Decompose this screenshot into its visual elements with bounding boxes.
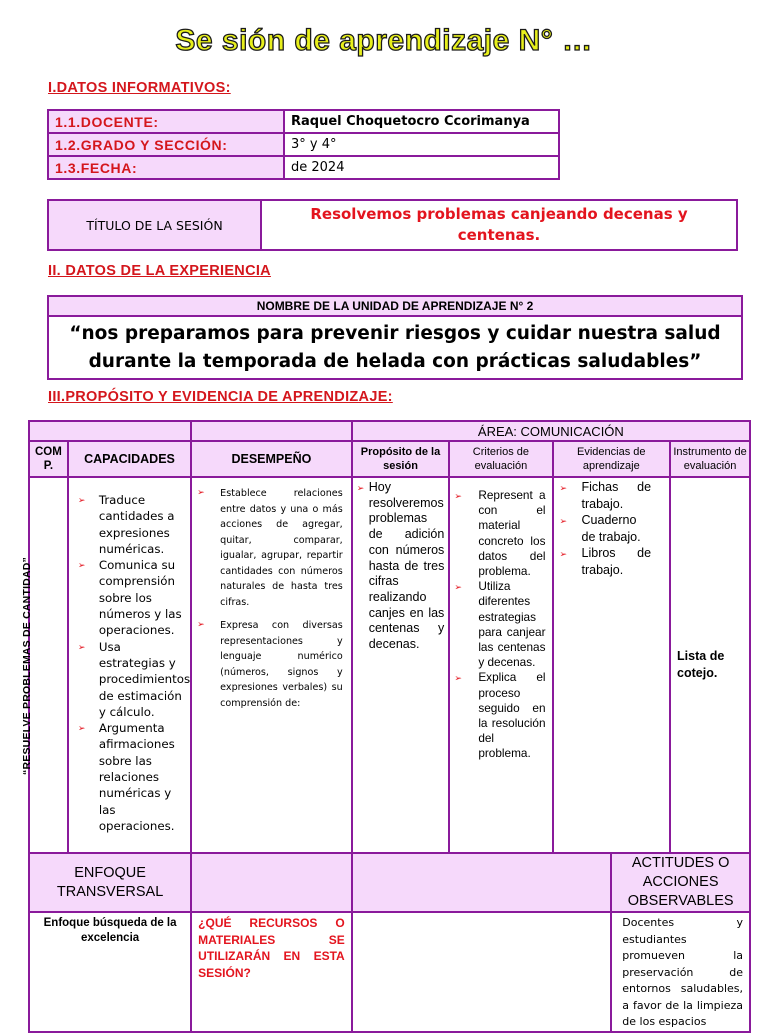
list-item: ➢ Argumenta afirmaciones sobre las relaciones numéricas y las operaciones. xyxy=(77,721,175,833)
fecha-value: de 2024 xyxy=(284,156,559,179)
capacidades-header: CAPACIDADES xyxy=(68,441,191,477)
docente-value: Raquel Choquetocro Ccorimanya xyxy=(284,110,559,133)
list-item: ➢ Utiliza diferentes estrategias para canjear las centenas y decenas. xyxy=(454,579,546,670)
arrow-bullet-icon: ➢ xyxy=(559,483,568,493)
section-heading-datos-experiencia: II. DATOS DE LA EXPERIENCIA xyxy=(48,263,271,279)
section-heading-proposito: III.PROPÓSITO Y EVIDENCIA DE APRENDIZAJE: xyxy=(48,389,393,405)
actitudes-text: Docentes y estudiantes promueven la preservación de entornos saludables, a favor de la limpieza de los espacios xyxy=(611,912,750,1032)
capacidades-cell xyxy=(68,477,191,853)
recursos-question: ¿QUÉ RECURSOS O MATERIALES SE UTILIZARÁN EN ESTA SESIÓN? xyxy=(191,912,352,1032)
session-title-label: TÍTULO DE LA SESIÓN xyxy=(49,201,262,249)
evidencias-cell xyxy=(553,477,671,853)
blank-cell xyxy=(191,421,352,441)
session-title-value: Resolvemos problemas canjeando decenas y centenas. xyxy=(310,205,688,244)
list-item: ➢ Traduce cantidades a expresiones numéricas. xyxy=(77,493,175,556)
table-row xyxy=(48,156,559,179)
fecha-label: 1.3.FECHA: xyxy=(48,156,284,179)
actitudes-header: ACTITUDES O ACCIONES OBSERVABLES xyxy=(611,853,750,912)
arrow-bullet-icon: ➢ xyxy=(454,673,462,684)
area-header: ÁREA: COMUNICACIÓN xyxy=(352,421,750,441)
unit-header: NOMBRE DE LA UNIDAD DE APRENDIZAJE N° 2 xyxy=(49,297,741,317)
desempeno-header: DESEMPEÑO xyxy=(191,441,352,477)
proposito-header: Propósito de la sesión xyxy=(352,441,450,477)
proposito-text: Hoy resolveremos problemas de adición con números hasta de tres cifras realizando canjes en las centenas y decenas. xyxy=(368,480,445,652)
session-title-box xyxy=(47,199,738,251)
page-title: Se sión de aprendizaje N° … xyxy=(175,24,593,57)
criterios-header: Criterios de evaluación xyxy=(449,441,552,477)
table-row xyxy=(29,912,750,1032)
criterios-cell xyxy=(449,477,552,853)
proposito-cell xyxy=(352,477,450,853)
enfoque-header: ENFOQUE TRANSVERSAL xyxy=(29,853,191,912)
arrow-bullet-icon: ➢ xyxy=(197,620,205,630)
table-row xyxy=(48,110,559,133)
table-row xyxy=(29,441,750,477)
blank-cell xyxy=(352,912,612,1032)
desempeno-cell xyxy=(191,477,352,853)
docente-label: 1.1.DOCENTE: xyxy=(48,110,284,133)
list-item: ➢ Explica el proceso seguido en la resolución del problema. xyxy=(454,670,546,761)
list-item: ➢ Expresa con diversas representaciones y lenguaje numérico (números, signos y expresiones verbales) su comprensión de: xyxy=(197,620,343,709)
arrow-bullet-icon: ➢ xyxy=(559,549,568,559)
arrow-bullet-icon: ➢ xyxy=(197,488,205,498)
list-item: ➢ Usa estrategias y procedimientos de estimación y cálculo. xyxy=(77,639,191,719)
section-heading-datos-informativos: I.DATOS INFORMATIVOS: xyxy=(48,80,231,96)
blank-cell xyxy=(352,853,612,912)
list-item: ➢ Cuaderno de trabajo. xyxy=(559,513,641,544)
grado-value: 3° y 4° xyxy=(284,133,559,156)
unit-box xyxy=(47,295,743,380)
arrow-bullet-icon: ➢ xyxy=(559,516,568,526)
table-row xyxy=(48,133,559,156)
blank-cell xyxy=(191,853,352,912)
comp-header: COM P. xyxy=(29,441,68,477)
grado-label: 1.2.GRADO Y SECCIÓN: xyxy=(48,133,284,156)
arrow-bullet-icon: ➢ xyxy=(77,724,86,735)
unit-name: “nos preparamos para prevenir riesgos y cuidar nuestra salud durante la temporada de helada con prácticas saludables” xyxy=(69,323,721,372)
instrumento-header: Instrumento de evaluación xyxy=(670,441,750,477)
list-item: ➢ Establece relaciones entre datos y una o más acciones de agregar, quitar, comparar, igualar, agrupar, repartir cantidades con números naturales de hasta tres cifras. xyxy=(197,488,343,608)
table-row xyxy=(29,477,750,853)
instrumento-cell: Lista de cotejo. xyxy=(670,477,750,853)
arrow-bullet-icon: ➢ xyxy=(77,496,86,506)
enfoque-name: Enfoque búsqueda de la excelencia xyxy=(29,912,191,1032)
evidencias-header: Evidencias de aprendizaje xyxy=(553,441,671,477)
table-row xyxy=(29,853,750,912)
arrow-bullet-icon: ➢ xyxy=(454,582,462,593)
blank-cell xyxy=(29,421,191,441)
arrow-bullet-icon: ➢ xyxy=(454,491,462,501)
arrow-bullet-icon: ➢ xyxy=(77,642,86,653)
list-item: ➢ Libros de trabajo. xyxy=(559,546,652,577)
arrow-bullet-icon: ➢ xyxy=(356,483,365,493)
learning-table xyxy=(28,420,751,1033)
list-item: ➢ Represent a con el material concreto los datos del problema. xyxy=(454,488,546,579)
arrow-bullet-icon: ➢ xyxy=(77,561,86,572)
competencia-label: “RESUELVE PROBLEMAS DE CANTIDAD” xyxy=(21,557,33,775)
table-row xyxy=(29,421,750,441)
list-item: ➢ Fichas de trabajo. xyxy=(559,480,652,511)
competencia-vertical xyxy=(8,478,46,854)
info-table xyxy=(47,109,560,180)
list-item: ➢ Comunica su comprensión sobre los números y las operaciones. xyxy=(77,558,182,638)
